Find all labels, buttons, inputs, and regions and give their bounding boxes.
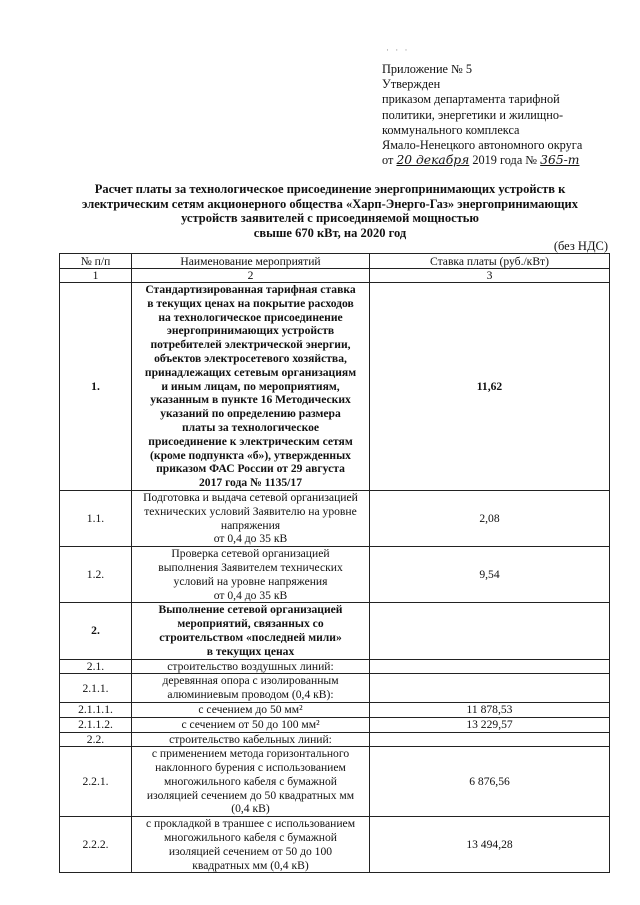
- row-name-line: условий на уровне напряжения: [173, 574, 328, 588]
- title-line-4: свыше 670 кВт, на 2020 год: [253, 225, 407, 240]
- row-number: 2.1.1.: [60, 674, 132, 703]
- handwritten-date: 20 декабря: [396, 153, 470, 168]
- row-rate: 13 229,57: [370, 717, 610, 732]
- row-name: [132, 702, 370, 717]
- row-name-line: указаний по определению размера: [160, 407, 341, 421]
- title-line-3: устройств заявителей с присоединяемой мощностью: [181, 211, 479, 226]
- row-name-line: многожильного кабеля с бумажной: [163, 831, 338, 845]
- order-line-3: коммунального комплекса: [382, 122, 520, 137]
- row-name-line: строительство воздушных линий:: [167, 659, 334, 673]
- row-name: [132, 717, 370, 732]
- row-name-line: напряжения: [220, 518, 281, 532]
- row-name-line: квадратных мм (0,4 кВ): [192, 858, 309, 872]
- row-rate: [370, 674, 610, 703]
- row-rate: 11 878,53: [370, 702, 610, 717]
- table-row: [60, 717, 610, 732]
- title-line-1: Расчет платы за технологическое присоединение энергопринимающих устройств к: [94, 182, 566, 196]
- row-number: 1.2.: [60, 547, 132, 603]
- table-row: [60, 732, 610, 747]
- row-name-line: (0,4 кВ): [231, 802, 270, 816]
- appendix-label: Приложение № 5: [382, 62, 473, 76]
- table-header-row: [60, 254, 610, 269]
- row-name-line: многожильного кабеля с бумажной: [163, 774, 338, 788]
- row-name-line: приказом ФАС России от 29 августа: [156, 462, 345, 476]
- row-name-line: и иным лицам, по мероприятиям,: [161, 379, 340, 393]
- row-name-line: Проверка сетевой организацией: [171, 547, 330, 561]
- row-name-line: присоединение к электрическим сетям: [148, 434, 353, 448]
- row-name: [132, 283, 370, 491]
- header-num: № п/п: [60, 254, 132, 269]
- row-name-line: выполнения Заявителем технических: [158, 560, 343, 574]
- row-name: [132, 817, 370, 873]
- row-name-line: Выполнение сетевой организацией: [158, 603, 343, 617]
- from-label: от: [382, 153, 394, 168]
- row-name-line: с сечением от 50 до 100 мм²: [181, 717, 320, 731]
- table-row: [60, 547, 610, 603]
- table-row: [60, 659, 610, 674]
- row-name-line: от 0,4 до 35 кВ: [213, 532, 288, 546]
- rates-table: [59, 253, 610, 873]
- row-rate: 6 876,56: [370, 747, 610, 817]
- table-row: [60, 603, 610, 659]
- row-name-line: технических условий Заявителю на уровне: [144, 504, 357, 518]
- row-rate: [370, 659, 610, 674]
- row-rate: [370, 603, 610, 659]
- row-name: [132, 490, 370, 546]
- row-name-line: платы за технологическое: [181, 420, 320, 434]
- header-name: Наименование мероприятий: [132, 254, 370, 269]
- order-line-4: Ямало-Ненецкого автономного округа: [382, 138, 583, 153]
- row-name-line: принадлежащих сетевым организациям: [144, 365, 357, 379]
- vat-note: (без НДС): [553, 239, 608, 253]
- row-name-line: деревянная опора с изолированным: [162, 674, 339, 688]
- row-name-line: (кроме подпункта «б»), утвержденных: [150, 448, 351, 462]
- row-name-line: строительство кабельных линий:: [169, 732, 332, 746]
- row-rate: 13 494,28: [370, 817, 610, 873]
- row-name-line: Подготовка и выдача сетевой организацией: [143, 490, 358, 504]
- row-name: [132, 547, 370, 603]
- row-name-line: изоляцией сечением до 50 квадратных мм: [146, 788, 355, 802]
- table-row: [60, 817, 610, 873]
- row-name: [132, 659, 370, 674]
- row-name-line: в текущих ценах: [206, 644, 295, 658]
- row-name-line: изоляцией сечением от 50 до 100: [168, 844, 333, 858]
- document-title: [60, 182, 600, 240]
- table-row: [60, 702, 610, 717]
- row-name-line: потребителей электрической энергии,: [150, 338, 351, 352]
- year-label: 2019 года №: [472, 153, 538, 168]
- row-name-line: с прокладкой в траншее с использованием: [145, 817, 356, 831]
- col-number-2: 2: [132, 269, 370, 283]
- row-number: 1.: [60, 283, 132, 491]
- row-name-line: наклонного бурения с использованием: [155, 761, 346, 775]
- table-body: [60, 283, 610, 873]
- row-name-line: Стандартизированная тарифная ставка: [145, 283, 356, 296]
- order-date-line: [382, 153, 632, 168]
- row-name-line: с сечением до 50 мм²: [198, 702, 303, 716]
- row-rate: 9,54: [370, 547, 610, 603]
- order-line-2: политики, энергетики и жилищно-: [382, 107, 564, 122]
- row-name-line: 2017 года № 1135/17: [199, 476, 302, 490]
- row-rate: 11,62: [370, 283, 610, 491]
- row-name-line: алюминиевым проводом (0,4 кВ):: [167, 688, 334, 702]
- row-number: 2.2.: [60, 732, 132, 747]
- row-name: [132, 747, 370, 817]
- row-name-line: энергопринимающих устройств: [166, 324, 335, 338]
- row-name-line: указанным в пункте 16 Методических: [150, 393, 351, 407]
- row-name-line: строительством «последней мили»: [159, 630, 342, 644]
- handwritten-number: 365-т: [540, 153, 580, 168]
- row-number: 2.1.1.2.: [60, 717, 132, 732]
- row-name-line: на технологическое присоединение: [158, 310, 343, 324]
- table-row: [60, 747, 610, 817]
- row-name: [132, 603, 370, 659]
- row-name: [132, 674, 370, 703]
- row-name-line: объектов электросетевого хозяйства,: [154, 351, 347, 365]
- row-number: 2.2.2.: [60, 817, 132, 873]
- row-rate: [370, 732, 610, 747]
- row-name: [132, 732, 370, 747]
- order-line-1: приказом департамента тарифной: [382, 92, 560, 107]
- row-name-line: с применением метода горизонтального: [151, 747, 350, 761]
- row-number: 2.2.1.: [60, 747, 132, 817]
- row-name-line: мероприятий, связанных со: [177, 617, 324, 631]
- row-number: 2.1.: [60, 659, 132, 674]
- row-number: 1.1.: [60, 490, 132, 546]
- row-number: 2.: [60, 603, 132, 659]
- header-rate: Ставка платы (руб./кВт): [370, 254, 610, 269]
- table-row: [60, 674, 610, 703]
- row-name-line: от 0,4 до 35 кВ: [213, 588, 288, 602]
- table-row: [60, 283, 610, 491]
- col-number-1: 1: [60, 269, 132, 283]
- row-number: 2.1.1.1.: [60, 702, 132, 717]
- column-number-row: [60, 269, 610, 283]
- row-name-line: в текущих ценах на покрытие расходов: [147, 296, 354, 310]
- col-number-3: 3: [370, 269, 610, 283]
- title-line-2: электрическим сетям акционерного общества «Харп-Энерго-Газ» энергопринимающих: [82, 196, 578, 211]
- approved-label: Утвержден: [382, 77, 441, 92]
- approval-block: [382, 62, 632, 168]
- row-rate: 2,08: [370, 490, 610, 546]
- table-row: [60, 490, 610, 546]
- stamp-marks: · · ·: [386, 45, 410, 55]
